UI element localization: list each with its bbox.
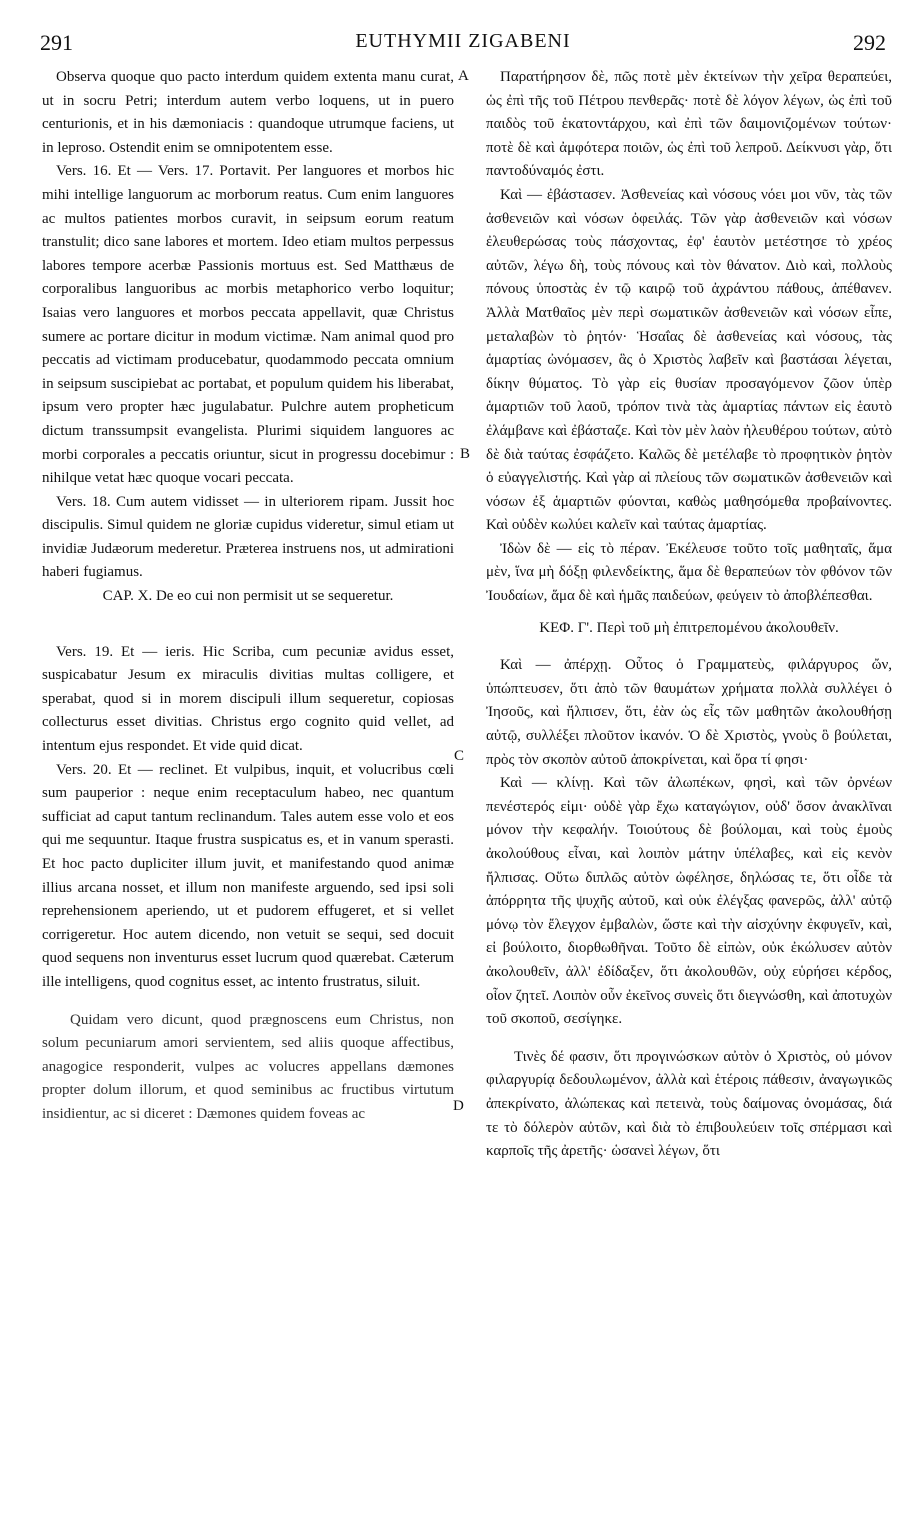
margin-marker-d: D: [453, 1098, 464, 1114]
latin-paragraph: Vers. 20. Et — reclinet. Et vulpibus, inquit, et volucribus cœli sum pauperior : neque enim receptaculum habeo, nec quantum sufficiat ad caput tantum reclinandum. Tales autem esse volo et eos qui me sequuntur. Itaque frustra suspicatus es, et in vanum sperasti. Et hoc pacto dupliciter illum juvit, et manifestando quod animæ illius arcana nosset, et illum non manifeste arguendo, sed ipsi soli reprehensionem aperiendo, ut et pudorem effugeret, et si vellet corrigeretur. Hoc autem dicendo, non vetuit se sequi, sed docuit quod sequens non inventurus esset lucrum quod quærebat. Cæterum ille intelligens, quod cognitus esset, ac intento frustratus, siluit.: [42, 761, 454, 990]
greek-paragraph: Τινὲς δέ φασιν, ὅτι προγινώσκων αὐτὸν ὁ Χριστὸς, οὐ μόνον φιλαργυρίᾳ δεδουλωμένον, ἀλλὰ καὶ ἑτέροις πάθεσιν, ἀναγωγικῶς ἀπεκρίνατο, ἀλώπεκας καὶ πετεινὰ, τοὺς δαίμονας ὀνομάσας, διά τε τὸ δόλερὸν αὐτῶν, καὶ διὰ τὸ ἐπιβουλεύειν τοῖς σπέρμασι καὶ καρποῖς τῆς ἀρετῆς· ὡσανεὶ λέγων, ὅτι: [486, 1048, 892, 1160]
latin-paragraph: Vers. 19. Et — ieris. Hic Scriba, cum pecuniæ avidus esset, suspicabatur Jesum ex miraculis divitias multas colligere, et sperabat, quod si in morem discipuli illum sequeretur, copiosas collecturus esset divitias. Christus ergo cognito quid vellet, ad intentum ejus respondet. Et vide quid dicat.: [42, 643, 454, 755]
greek-paragraph: Ἰδὼν δὲ — εἰς τὸ πέραν. Ἐκέλευσε τοῦτο τοῖς μαθηταῖς, ἅμα μὲν, ἵνα μὴ δόξῃ φιλενδείκτης, ἅμα δὲ θεραπεύων τὸν φθόνον τῶν Ἰουδαίων, ἅμα δὲ καὶ ἡμᾶς παιδεύων, φεύγειν τὸ ἀποβλέπεσθαι.: [486, 540, 892, 605]
margin-marker-a: A: [458, 68, 469, 84]
right-page-number: 292: [853, 30, 886, 55]
latin-paragraph: Vers. 16. Et — Vers. 17. Portavit. Per languores et morbos hic mihi intellige languorum ac morborum reatus. Cum enim languores ac multos patientes morbos curavit, in seipsum eorum reatum transtulit; dico sane labores et mortem. Ideo etiam multos perpessus labores tempore acerbæ Passionis mortuus est. Sed Matthæus de corporalibus languoribus ac morbis metaphorico verbo loquitur; Isaias vero languores et morbos peccata appellavit, quæ Christus sumere ac portare dicitur in modum victimæ. Nam animal quod pro peccatis ad victimam producebatur, quodammodo peccata omnium in seipsum suscipiebat ac portabat, et populum quidem his liberabat, ipsum vero propter hæc jugulabatur. Pulchre autem propheticum dictum transsumpsit evangelista. Plurimi siquidem languores ac morbi corporales a peccatis oriuntur, sicut in progressu docebimur : nihilque vetat hæc quoque vocari peccata.: [42, 163, 454, 487]
left-page-number: 291: [40, 30, 73, 55]
greek-paragraph: Καὶ — κλίνῃ. Καὶ τῶν ἀλωπέκων, φησὶ, καὶ τῶν ὀρνέων πενέστερός εἰμι· οὐδὲ γὰρ ἔχω καταγώγιον, οὐδ' ὅσον ἀνακλῖναι μόνον τὴν κεφαλήν. Τοιούτους δὲ βούλομαι, καὶ τοὺς ἐμοὺς ἀκολούθους εἶναι, καὶ λοιπὸν μάτην ὑπέλαβες, καὶ εἰς κενὸν ἤλπισας. Οὕτω διπλῶς αὐτὸν ὠφέλησε, δηλώσας τε, ὅτι οἶδε τὰ ἀπόρρητα τῆς ψυχῆς αὐτοῦ, καὶ οὐκ ἐλέγξας φανερῶς, ἀλλ' αὐτῷ μόνῳ τὸν ἔλεγχον ἐμβαλὼν, ὥστε καὶ τὴν αἰσχύνην ἐκφυγεῖν, καὶ, εἰ βούλοιτο, διορθωθῆναι. Τοῦτο δὲ εἰπὼν, οὐκ ἐκώλυσεν αὐτὸν ἀκολουθεῖν, ἀλλ' ἐδίδαξεν, ὅτι ἀκολουθῶν, οὐχ εὑρήσει κέρδος, οἷον ζητεῖ. Λοιπὸν οὖν ἐκεῖνος συνεὶς ὅτι διεγνώσθη, καὶ ἀποτυχὼν τοῦ σκοποῦ, σεσίγηκε.: [486, 775, 892, 1028]
latin-paragraph: Observa quoque quo pacto interdum quidem extenta manu curat, ut in socru Petri; interdum autem verbo loquens, ut in puero centurionis, et in his dæmoniacis : quandoque utrumque faciens, ut in leproso. Ostendit enim se omnipotentem esse.: [42, 69, 454, 156]
latin-paragraph: Vers. 18. Cum autem vidisset — in ulteriorem ripam. Jussit hoc discipulis. Simul quidem ne gloriæ cupidus videretur, simul etiam ut invidiæ Judæorum mederetur. Præterea instruens nos, ut admirationi haberi fugiamus.: [42, 493, 454, 581]
greek-paragraph: Καὶ — ἀπέρχῃ. Οὗτος ὁ Γραμματεὺς, φιλάργυρος ὤν, ὑπώπτευσεν, ὅτι ἀπὸ τῶν θαυμάτων χρήματα πολλὰ συλλέγει ὁ Ἰησοῦς, καὶ ἤλπισεν, ὅτι, ἐὰν ὡς εἷς τῶν μαθητῶν ἀκολουθήσῃ αὐτῷ, συλλέξει πλοῦτον ἱκανόν. Ὁ δὲ Χριστὸς, γνοὺς ὃ βούλεται, πρὸς τὸν σκοπὸν αὐτοῦ ἀποκρίνεται, καὶ ὅρα τί φησι·: [486, 657, 892, 768]
greek-chapter-heading: ΚΕΦ. Γ'. Περὶ τοῦ μὴ ἐπιτρεπομένου ἀκολουθεῖν.: [539, 619, 839, 636]
margin-marker-c: C: [454, 748, 465, 764]
greek-column: [486, 66, 892, 1164]
running-title: EUTHYMII ZIGABENI: [355, 30, 571, 52]
greek-paragraph: Καὶ — ἐβάστασεν. Ἀσθενείας καὶ νόσους νόει μοι νῦν, τὰς τῶν ἀσθενειῶν καὶ νόσων ὀφειλάς. Τῶν γὰρ ἀσθενειῶν καὶ νόσων ἐλευθερώσας τοὺς πάσχοντας, ἐφ' ἑαυτὸν μετέστησε τὸ χρέος αὐτῶν, λέγω δὴ, τοὺς πόνους καὶ τὸν θάνατον. Διὸ καὶ, πολλοὺς πόνους ὑποστὰς ἐν τῷ καιρῷ τοῦ ἀχράντου πάθους, ἀπέθανεν. Ἀλλὰ Ματθαῖος μὲν περὶ σωματικῶν ἀσθενειῶν καὶ νόσων εἶπε, μεταλαβὼν τὸ ῥητόν· Ἡσαΐας δὲ ἀσθενείας καὶ νόσους, τὰς ἁμαρτίας ὠνόμασεν, ἃς ὁ Χριστὸς λαβεῖν καὶ βαστάσαι λέγεται, δίκην θύματος. Τὸ γὰρ εἰς θυσίαν προσαγόμενον ζῶον ὑπὲρ ἁμαρτιῶν τοῦ λαοῦ, τρόπον τινὰ τὰς ἁμαρτίας πάντων εἰς ἑαυτὸ ἐλάμβανε καὶ ἐβάσταζε. Καὶ τὸν μὲν λαὸν ἠλευθέρου τούτων, αὐτὸ δὲ διὰ ταύτας ἐσφάζετο. Καλῶς δὲ μετέλαβε τὸ προφητικὸν ῥητὸν ὁ εὐαγγελιστής. Καὶ γὰρ αἱ πλείους τῶν σωματικῶν ἀσθενειῶν καὶ νόσων ἐξ ἁμαρτιῶν φύονται, καθὼς μαθησόμεθα προβαίνοντες. Καὶ οὐδὲν κωλύει καλεῖν καὶ ταύτας ἁμαρτίας.: [486, 186, 892, 534]
latin-paragraph: Quidam vero dicunt, quod prægnoscens eum Christus, non solum pecuniarum amori servientem, sed aliis quoque affectibus, anagogice responderit, vulpes ac volucres appellans dæmones propter dolum illorum, et quod seminibus ac fructibus virtutum insidientur, ac si diceret : Dæmones quidem foveas ac: [42, 1011, 454, 1122]
latin-column: [42, 66, 454, 1127]
page-header: [40, 30, 886, 58]
greek-paragraph: Παρατήρησον δὲ, πῶς ποτὲ μὲν ἐκτείνων τὴν χεῖρα θεραπεύει, ὡς ἐπὶ τῆς τοῦ Πέτρου πενθερᾶς· ποτὲ δὲ λόγον λέγων, ὡς ἐπὶ τοῦ παιδὸς τοῦ ἑκατοντάρχου, καὶ ἐπὶ τῶν δαιμονιζομένων τούτων· ποτὲ δὲ καὶ ἀμφότερα ποιῶν, ὡς ἐπὶ τοῦ λεπροῦ. Δείκνυσι γὰρ, ὅτι παντοδύναμός ἐστι.: [486, 69, 892, 180]
margin-marker-b: B: [460, 446, 471, 462]
latin-chapter-heading: CAP. X. De eo cui non permisit ut se sequeretur.: [102, 588, 394, 605]
